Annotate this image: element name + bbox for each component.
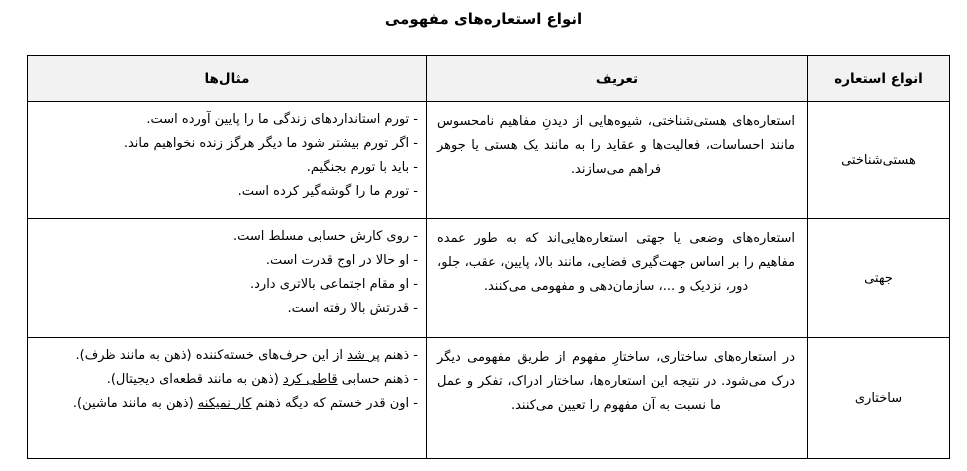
examples-cell [28, 338, 427, 459]
example-item [36, 344, 418, 368]
example-text: از این حرف‌های خسته‌کننده (ذهن به مانند ظرف). [75, 348, 348, 363]
header-examples: مثال‌ها [28, 56, 427, 102]
definition-cell: استعاره‌های هستی‌شناختی، شیوه‌هایی از دیدنِ مفاهیم نامحسوس مانند احساسات، فعالیت‌ها و عقاید را به مانند یک هستی یا جوهر فراهم می‌سازند. [427, 102, 808, 219]
type-cell: ساختاری [808, 338, 950, 459]
examples-cell [28, 219, 427, 338]
example-item: - تورم ما را گوشه‌گیر کرده است. [237, 184, 418, 199]
underlined-phrase: قاطی کرد [283, 372, 338, 387]
table-row [28, 219, 950, 338]
example-item: - قدرتش بالا رفته است. [287, 301, 418, 316]
definition-cell: استعاره‌های وضعی یا جهتی استعاره‌هایی‌اند که به طور عمده مفاهیم را بر اساس جهت‌گیری فضایی، مانند بالا، پایین، عقب، جلو، دور، نزدیک و ...، سازمان‌دهی و مفهومی می‌کنند. [427, 219, 808, 338]
table-row [28, 102, 950, 219]
example-text: (ذهن به مانند ماشین). [72, 396, 198, 411]
example-item [36, 368, 418, 392]
table-row [28, 338, 950, 459]
example-item: - او مقام اجتماعی بالاتری دارد. [250, 277, 418, 292]
example-item: - روی کارش حسابی مسلط است. [232, 229, 418, 244]
example-text: - ذهنم [379, 348, 418, 363]
type-cell: هستی‌شناختی [808, 102, 950, 219]
example-text: - اون قدر خستم که دیگه ذهنم [251, 396, 418, 411]
example-item: - باید با تورم بجنگیم. [306, 160, 418, 175]
type-cell: جهتی [808, 219, 950, 338]
header-type: انواع استعاره [808, 56, 950, 102]
example-text: - ذهنم حسابی [337, 372, 418, 387]
metaphor-types-table [27, 55, 950, 459]
example-text: (ذهن به مانند قطعه‌ای دیجیتال). [106, 372, 283, 387]
example-item: - اگر تورم بیشتر شود ما دیگر هرگز زنده نخواهیم ماند. [123, 136, 418, 151]
page-title: انواع استعاره‌های مفهومی [384, 10, 583, 28]
example-item: - او حالا در اوج قدرت است. [265, 253, 418, 268]
example-item: - تورم استانداردهای زندگی ما را پایین آورده است. [146, 112, 418, 127]
underlined-phrase: پر شد [347, 348, 380, 363]
header-definition: تعریف [427, 56, 808, 102]
definition-cell: در استعاره‌های ساختاری، ساختارِ مفهوم از طریق مفهومی دیگر درک می‌شود. در نتیجه این استعاره‌ها، ساختار ادراک، تفکر و عمل ما نسبت به آن مفهوم را تعیین می‌کنند. [427, 338, 808, 459]
table-header-row [28, 56, 950, 102]
example-item [36, 392, 418, 416]
underlined-phrase: کار نمیکنه [197, 396, 252, 411]
examples-cell [28, 102, 427, 219]
